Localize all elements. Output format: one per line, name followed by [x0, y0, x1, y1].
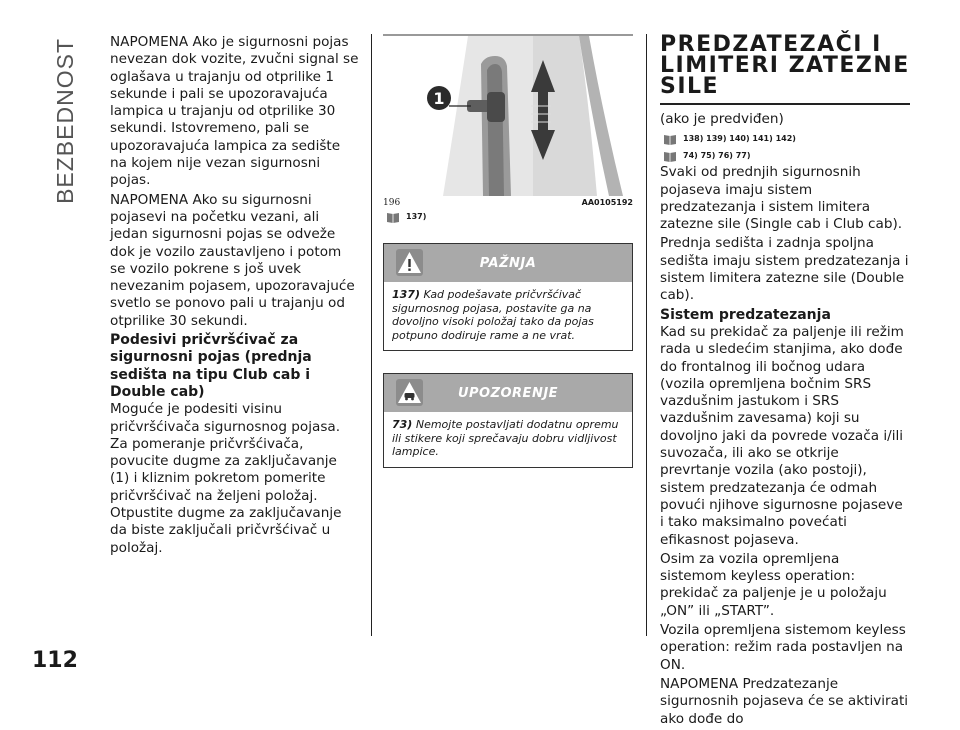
- book-icon: [663, 150, 677, 162]
- caution-ref: 73): [392, 418, 413, 431]
- warning-body: [384, 282, 632, 350]
- column-left: [110, 34, 360, 559]
- body-paragraph: Svaki od prednjih sigurnosnih pojaseva imaju sistem predzatezanja i sistem limitera zatezne sile (Single cab i Club cab).: [660, 164, 903, 233]
- caution-text: Nemojte postavljati dodatnu opremu ili stikere koji sprečavaju dobru vidljivost lampice.: [392, 418, 619, 458]
- note-paragraph: NAPOMENA Ako su sigurnosni pojasevi na početku vezani, ali jedan sigurnosni pojas se odveže dok je vozilo zaustavljeno i potom se vozilo pokrene s još uvek nevezanim pojasem, upozoravajuće svetlo se ponovo pali u trajanju od otprilike 30 sekundi.: [110, 191, 355, 329]
- caution-ref-list: 74) 75) 76) 77): [683, 151, 751, 161]
- figure-ref-text: 137): [406, 212, 427, 221]
- page-number: 112: [32, 648, 78, 673]
- title-line: PREDZATEZAČI I: [660, 32, 882, 57]
- title-line: LIMITERI ZATEZNE: [660, 53, 910, 78]
- body-paragraph: Kad su prekidač za paljenje ili režim rada u sledećim stanjima, ako dođe do frontalnog ili bočnog udara (vozila opremljena bočnim SRS vazdušnim jastukom i SRS vazdušnim zavesama) koji su dovoljno jaki da povrede vozača i/ili suvozača, ili ako se otkrije prevrtanje vozila (ako postoji), sistem predzatezanja će odmah povući njihove sigurnosne pojaseve i tako maksimalno povećati efikasnost pojaseva.: [660, 323, 904, 548]
- section-label: BEZBEDNOST: [52, 38, 78, 204]
- car-skid-icon: [396, 379, 423, 406]
- warning-box: [383, 243, 633, 351]
- column-divider: [371, 34, 372, 636]
- warning-triangle-icon: [396, 249, 423, 276]
- caution-title: UPOZORENJE: [457, 385, 559, 401]
- seatbelt-anchor-illustration: [383, 34, 633, 196]
- book-icon: [386, 211, 400, 223]
- warning-refs: [663, 130, 910, 147]
- section-heading: Sistem predzatezanja: [660, 306, 831, 323]
- column-right: [660, 34, 910, 730]
- title-rule: [660, 103, 910, 105]
- caution-body: [384, 412, 632, 467]
- column-middle: [383, 34, 633, 468]
- book-icon: [663, 133, 677, 145]
- column-divider: [646, 34, 647, 636]
- figure-number: 196: [383, 198, 401, 208]
- figure-refs: [386, 208, 633, 225]
- callout-number: 1: [433, 89, 445, 108]
- warning-title: PAŽNJA: [479, 255, 537, 271]
- note-paragraph: NAPOMENA Predzatezanje sigurnosnih pojaseva će se aktivirati ako dođe do: [660, 675, 909, 727]
- note-paragraph: NAPOMENA Ako je sigurnosni pojas nevezan dok vozite, zvučni signal se oglašava u trajanju od otprilike 1 sekunde i pali se upozoravajuća lampica u trajanju od otprilike 30 sekundi. Istovremeno, pali se upozoravajuća lampica za sedište na kojem nije vezan sigurnosni pojas.: [110, 34, 359, 189]
- page-title: [660, 34, 910, 97]
- title-subtitle: (ako je predviđen): [660, 111, 784, 127]
- caution-header: [384, 374, 632, 412]
- title-line: SILE: [660, 74, 720, 99]
- seatbelt-anchor-figure: [383, 34, 633, 196]
- body-paragraph: Vozila opremljena sistemom keyless operation: režim rada postavljen na ON.: [660, 622, 906, 673]
- warning-text: Kad podešavate pričvršćivač sigurnosnog pojasa, postavite ga na dovoljno visoki položaj tako da pojas potpuno dodiruje rame a ne vrat.: [392, 288, 594, 342]
- warning-ref: 137): [392, 288, 420, 301]
- caution-box: [383, 373, 633, 468]
- figure-code: AA0105192: [581, 198, 633, 207]
- warning-header: [384, 244, 632, 282]
- warning-ref-list: 138) 139) 140) 141) 142): [683, 134, 796, 144]
- body-paragraph: Prednja sedišta i zadnja spoljna sedišta imaju sistem predzatezanja i sistem limitera zatezne sile (Double cab).: [660, 235, 909, 304]
- caution-refs: [663, 147, 910, 164]
- figure-caption: [383, 198, 633, 208]
- section-heading: Podesivi pričvršćivač za sigurnosni pojas (prednja sedišta na tipu Club cab i Double cab): [110, 332, 312, 400]
- body-paragraph: Moguće je podesiti visinu pričvršćivača sigurnosnog pojasa. Za pomeranje pričvršćivača, povucite dugme za zaključavanje (1) i kliznim pokretom pomerite pričvršćivač na željeni položaj. Otpustite dugme za zaključavanje da biste zaključali pričvršćivač u položaj.: [110, 401, 342, 556]
- body-paragraph: Osim za vozila opremljena sistemom keyless operation: prekidač za paljenje je u položaju „ON” ili „START”.: [660, 550, 887, 619]
